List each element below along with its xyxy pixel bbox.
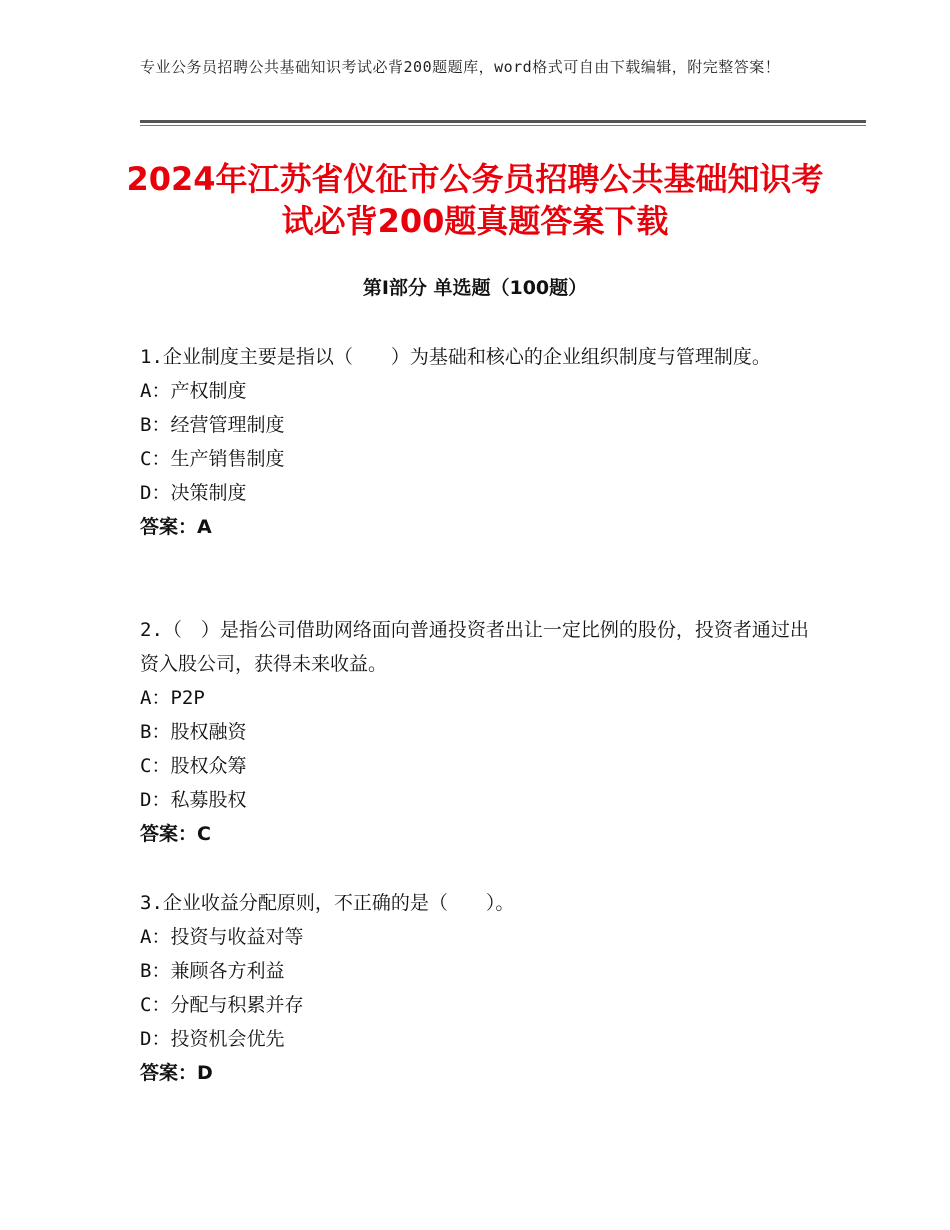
option-d: D：私募股权 [140,789,247,811]
document-title: 2024年江苏省仪征市公务员招聘公共基础知识考试必背200题真题答案下载 [126,160,824,240]
question-stem: 2.（ ）是指公司借助网络面向普通投资者出让一定比例的股份，投资者通过出资入股公司，获得未来收益。 [140,619,809,675]
question-3 [140,886,820,1090]
option-c: C：分配与积累并存 [140,994,304,1016]
option-c: C：生产销售制度 [140,448,285,470]
question-2 [140,613,820,851]
option-b: B：股权融资 [140,721,247,743]
option-d: D：投资机会优先 [140,1028,285,1050]
option-b: B：经营管理制度 [140,414,285,436]
question-stem: 3.企业收益分配原则，不正确的是（ ）。 [140,892,515,914]
answer-line: 答案：A [140,516,212,538]
header-note: 专业公务员招聘公共基础知识考试必背200题题库，word格式可自由下载编辑，附完整答案！ [140,58,781,76]
option-b: B：兼顾各方利益 [140,960,285,982]
header-divider-thin [140,125,866,126]
option-a: A：投资与收益对等 [140,926,304,948]
option-a: A：P2P [140,687,205,709]
question-1 [140,340,820,544]
answer-line: 答案：D [140,1062,213,1084]
option-c: C：股权众筹 [140,755,247,777]
question-stem: 1.企业制度主要是指以（ ）为基础和核心的企业组织制度与管理制度。 [140,346,771,368]
answer-line: 答案：C [140,823,211,845]
option-d: D：决策制度 [140,482,247,504]
header-divider-thick [140,120,866,123]
section-title: 第Ⅰ部分 单选题（100题） [362,277,588,299]
option-a: A：产权制度 [140,380,247,402]
